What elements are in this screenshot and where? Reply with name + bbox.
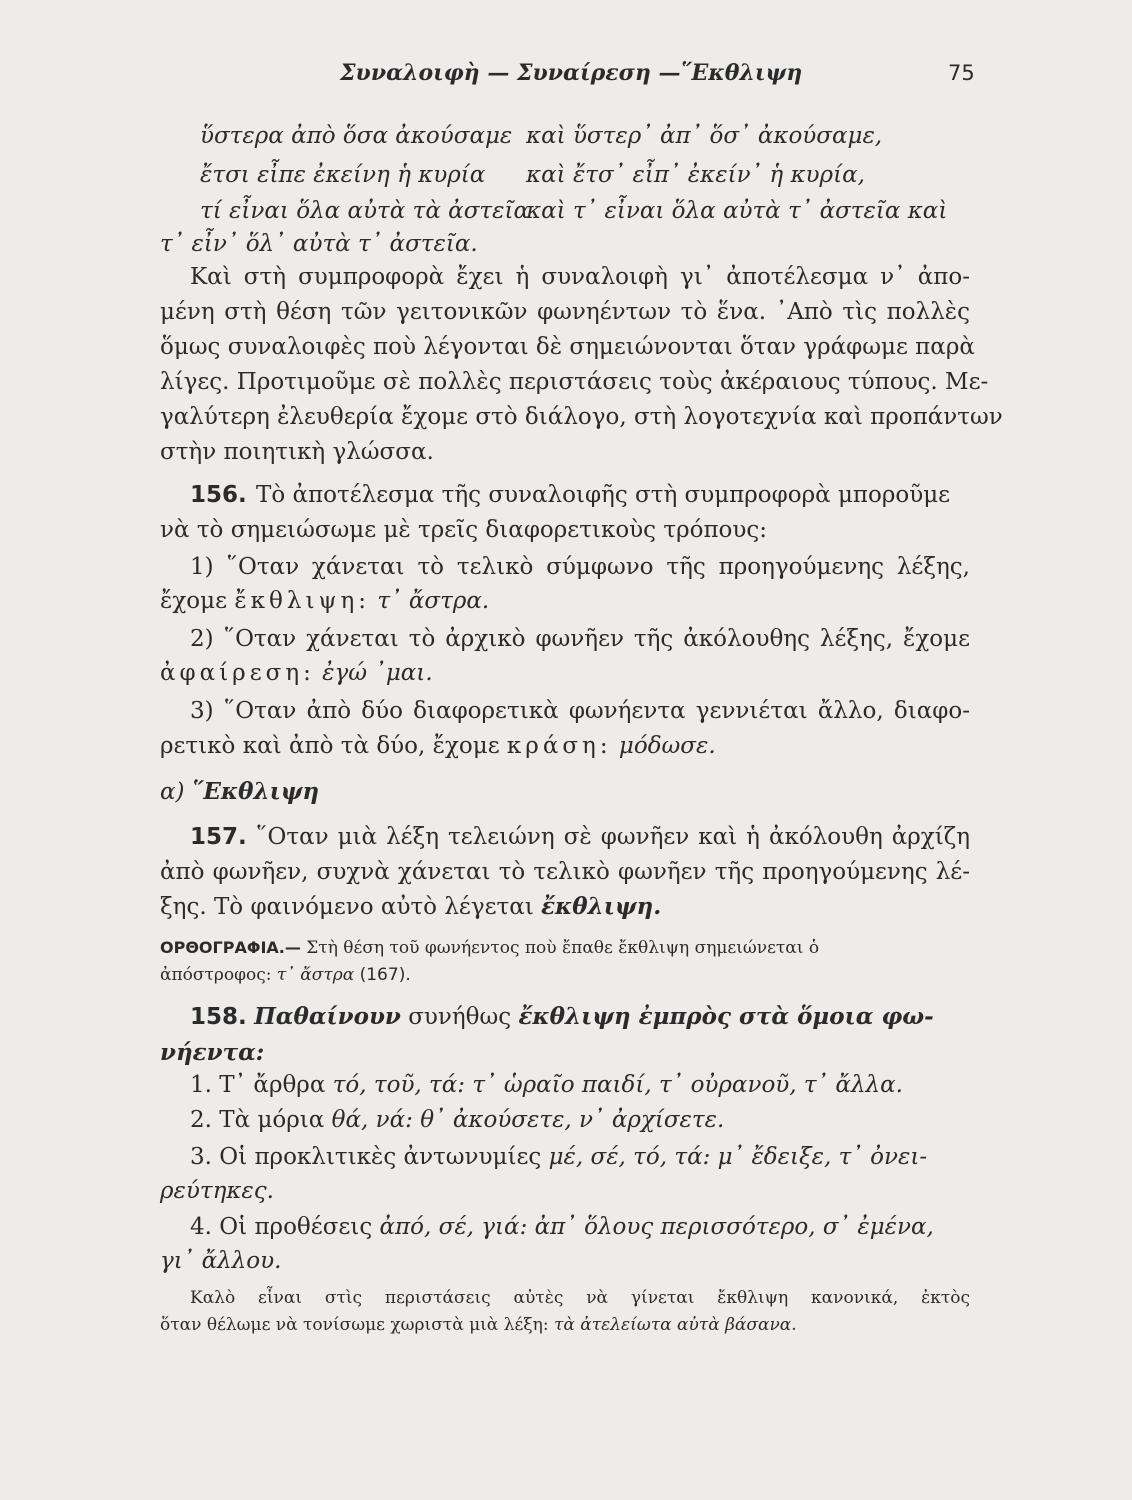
section-a-title: ῞Εκθλιψη — [191, 778, 320, 805]
item2-term: ἀφαίρεση: — [160, 660, 315, 686]
section-158-line-1 — [190, 1002, 934, 1032]
page-number: 75 — [948, 61, 975, 85]
section-158-bold-2: ἔκθλιψη ἐμπρὸς στὰ ὅμοια φω- — [518, 1003, 934, 1030]
example-right-2: καὶ ἔτσ᾽ εἶπ᾽ ἐκείν᾽ ἡ κυρία, — [526, 162, 865, 188]
closing-note-line-2 — [160, 1313, 797, 1337]
orthography-label: ΟΡΘΟΓΡΑΦΙΑ.— — [160, 938, 301, 957]
para1-line-3: ὅμως συναλοιφὲς ποὺ λέγονται δὲ σημειώνονται ὅταν γράφωμε παρὰ — [160, 334, 975, 360]
para1-line-2: μένη στὴ θέση τῶν γειτονικῶν φωνηέντων τὸ ἕνα. ᾽Απὸ τὶς πολλὲς — [160, 299, 970, 325]
section-158-mid: συνήθως — [408, 1004, 512, 1030]
section-157-line-3 — [160, 892, 661, 922]
item1-line-1: 1) ῞Οταν χάνεται τὸ τελικὸ σύμφωνο τῆς προηγούμενης λέξης, — [190, 554, 970, 580]
example-left-2: ἔτσι εἶπε ἐκείνη ἡ κυρία — [200, 162, 486, 188]
item2-line-2 — [160, 658, 433, 688]
list-item-3 — [190, 1142, 927, 1172]
list-item-4-pre: 4. Οἱ προθέσεις — [190, 1214, 373, 1240]
section-a-label: α) — [160, 779, 185, 805]
closing-note-example: τὰ ἀτελείωτα αὐτὰ βάσανα. — [553, 1315, 797, 1335]
section-158-number: 158. — [190, 1004, 247, 1030]
orthography-text: Στὴ θέση τοῦ φωνήεντος ποὺ ἔπαθε ἔκθλιψη σημειώνεται ὁ — [306, 938, 820, 958]
section-157-term: ἔκθλιψη. — [541, 893, 662, 920]
list-item-3-example: μέ, σέ, τό, τά: μ᾽ ἔδειξε, τ᾽ ὀνει- — [548, 1144, 928, 1170]
list-item-2-pre: 2. Τὰ μόρια — [190, 1107, 325, 1133]
section-157-line-3-pre: ξης. Τὸ φαινόμενο αὐτὸ λέγεται — [160, 894, 534, 920]
example-left-3: τί εἶναι ὅλα αὐτὰ τὰ ἀστεῖα — [200, 198, 530, 224]
section-156-number: 156. — [190, 482, 247, 508]
running-header: Συναλοιφὴ — Συναίρεση —῞Εκθλιψη — [340, 60, 803, 86]
closing-note-line-1: Καλὸ εἶναι στὶς περιστάσεις αὐτὲς νὰ γίνεται ἔκθλιψη κανονικά, ἐκτὸς — [190, 1288, 970, 1308]
list-item-4 — [190, 1212, 934, 1242]
section-157-line-2: ἀπὸ φωνῆεν, συχνὰ χάνεται τὸ τελικὸ φωνῆεν τῆς προηγούμενης λέ- — [160, 859, 970, 885]
section-157-line-1: ῞Οταν μιὰ λέξη τελειώνη σὲ φωνῆεν καὶ ἡ ἀκόλουθη ἀρχίζη — [256, 824, 970, 850]
item1-term: ἔκθλιψη: — [234, 588, 371, 614]
closing-note-pre: ὅταν θέλωμε νὰ τονίσωμε χωριστὰ μιὰ λέξη: — [160, 1315, 549, 1335]
section-a-heading — [160, 777, 319, 807]
item2-line-1: 2) ῞Οταν χάνεται τὸ ἀρχικὸ φωνῆεν τῆς ἀκόλουθης λέξης, ἔχομε — [190, 626, 970, 652]
section-158-line-2: νήεντα: — [160, 1039, 265, 1066]
section-157-number: 157. — [190, 824, 247, 850]
example-last: τ᾽ εἶν᾽ ὅλ᾽ αὐτὰ τ᾽ ἀστεῖα. — [160, 231, 478, 257]
list-item-1 — [190, 1070, 903, 1100]
item3-term: κράση: — [506, 733, 612, 759]
para1-line-5: γαλύτερη ἐλευθερία ἔχομε στὸ διάλογο, στὴ λογοτεχνία καὶ προπάντων — [160, 404, 1003, 430]
list-item-4-example: ἀπό, σέ, γιά: ἀπ᾽ ὅλους περισσότερο, σ᾽ ἐμένα, — [379, 1214, 934, 1240]
item1-example: τ᾽ ἄστρα. — [377, 588, 490, 614]
item1-pre: ἔχομε — [160, 588, 227, 614]
para1-line-4: λίγες. Προτιμοῦμε σὲ πολλὲς περιστάσεις τοὺς ἀκέραιους τύπους. Με- — [160, 369, 989, 395]
orthography-line-2-pre: ἀπόστροφος: — [160, 965, 272, 985]
example-left-1: ὕστερα ἀπὸ ὅσα ἀκούσαμε — [200, 123, 513, 149]
orthography-note-line-1 — [160, 936, 819, 960]
example-right-1: καὶ ὕστερ᾽ ἀπ᾽ ὅσ᾽ ἀκούσαμε, — [526, 123, 883, 149]
orthography-note-line-2 — [160, 963, 411, 987]
para1-line-1: Καὶ στὴ συμπροφορὰ ἔχει ἡ συναλοιφὴ γι᾽ ἀποτέλεσμα ν᾽ ἀπο- — [190, 264, 970, 290]
section-158-bold-1: Παθαίνουν — [254, 1003, 401, 1030]
item3-line-2 — [160, 731, 716, 761]
list-item-3-pre: 3. Οἱ προκλιτικὲς ἀντωνυμίες — [190, 1144, 542, 1170]
list-item-3-cont: ρεύτηκες. — [160, 1178, 274, 1204]
para1-line-6: στὴν ποιητικὴ γλώσσα. — [160, 439, 434, 465]
list-item-4-cont: γι᾽ ἄλλου. — [160, 1248, 282, 1274]
item1-line-2 — [160, 586, 489, 616]
list-item-2-example: θά, νά: θ᾽ ἀκούσετε, ν᾽ ἀρχίσετε. — [331, 1107, 725, 1133]
section-156-line-2: νὰ τὸ σημειώσωμε μὲ τρεῖς διαφορετικοὺς τρόπους: — [160, 517, 768, 543]
list-item-2 — [190, 1105, 724, 1135]
item2-example: ἐγώ ᾽μαι. — [322, 660, 433, 686]
item3-example: μόδωσε. — [618, 733, 716, 759]
section-156-line-1: Τὸ ἀποτέλεσμα τῆς συναλοιφῆς στὴ συμπροφορὰ μποροῦμε — [256, 482, 951, 508]
orthography-ref: (167). — [359, 965, 411, 985]
list-item-1-example: τό, τοῦ, τά: τ᾽ ὡραῖο παιδί, τ᾽ οὐρανοῦ, τ᾽ ἄλλα. — [332, 1072, 903, 1098]
example-right-3: καὶ τ᾽ εἶναι ὅλα αὐτὰ τ᾽ ἀστεῖα καὶ — [526, 198, 948, 224]
item3-line-1: 3) ῞Οταν ἀπὸ δύο διαφορετικὰ φωνήεντα γεννιέται ἄλλο, διαφο- — [190, 698, 970, 724]
orthography-example: τ᾽ ἄστρα — [276, 965, 355, 985]
item3-pre: ρετικὸ καὶ ἀπὸ τὰ δύο, ἔχομε — [160, 733, 500, 759]
list-item-1-pre: 1. Τ᾽ ἄρθρα — [190, 1072, 326, 1098]
